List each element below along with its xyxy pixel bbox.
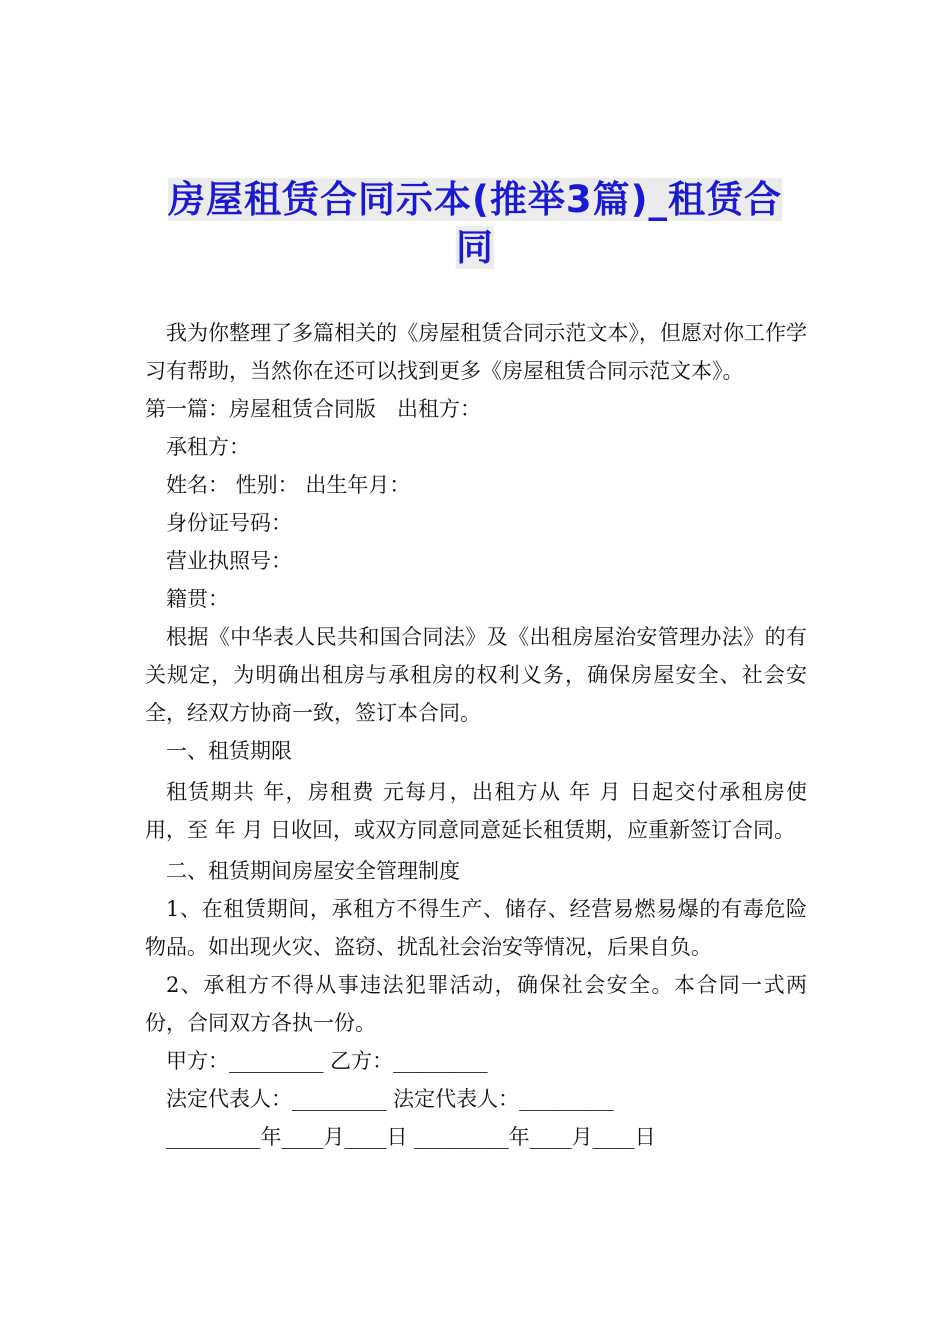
field-business-license: 营业执照号： xyxy=(166,549,292,573)
safety-item-2: 2、承租方不得从事违法犯罪活动，确保社会安全。本合同一式两份，合同双方各执一份。 xyxy=(145,973,807,1035)
document-body xyxy=(145,314,807,1156)
safety-item-1: 1、在租赁期间，承租方不得生产、储存、经营易燃易爆的有毒危险物品。如出现火灾、盗窃、扰乱社会治安等情况，后果自负。 xyxy=(145,897,807,959)
title-wrap xyxy=(0,176,950,272)
legal-basis-paragraph: 根据《中华表人民共和国合同法》及《出租房屋治安管理办法》的有关规定，为明确出租房与承租房的权利义务，确保房屋安全、社会安全，经双方协商一致，签订本合同。 xyxy=(145,625,807,725)
field-name-gender-birth: 姓名： 性别： 出生年月： xyxy=(166,473,411,497)
clause-heading-lease-term: 一、租赁期限 xyxy=(166,739,292,763)
signature-dates: _________年____月____日 _________年____月____日 xyxy=(166,1125,656,1149)
field-native-place: 籍贯： xyxy=(166,587,229,611)
field-tenant: 承租方： xyxy=(166,435,250,459)
lease-term-paragraph: 租赁期共 年，房租费 元每月，出租方从 年 月 日起交付承租房使用，至 年 月 日收回，或双方同意同意延长租赁期，应重新签订合同。 xyxy=(145,780,807,842)
signature-parties: 甲方：_________ 乙方：_________ xyxy=(166,1049,488,1073)
section-heading-first: 第一篇：房屋租赁合同版 出租方： xyxy=(145,397,481,421)
document-title-text: 房屋租赁合同示本(推举3篇)_租赁合同 xyxy=(167,178,783,269)
intro-paragraph: 我为你整理了多篇相关的《房屋租赁合同示范文本》，但愿对你工作学习有帮助，当然你在还可以找到更多《房屋租赁合同示范文本》。 xyxy=(145,321,807,383)
signature-representatives: 法定代表人：_________ 法定代表人：_________ xyxy=(166,1087,614,1111)
clause-heading-safety: 二、租赁期间房屋安全管理制度 xyxy=(166,859,460,883)
field-id-number: 身份证号码： xyxy=(166,511,292,535)
document-title xyxy=(155,176,795,272)
